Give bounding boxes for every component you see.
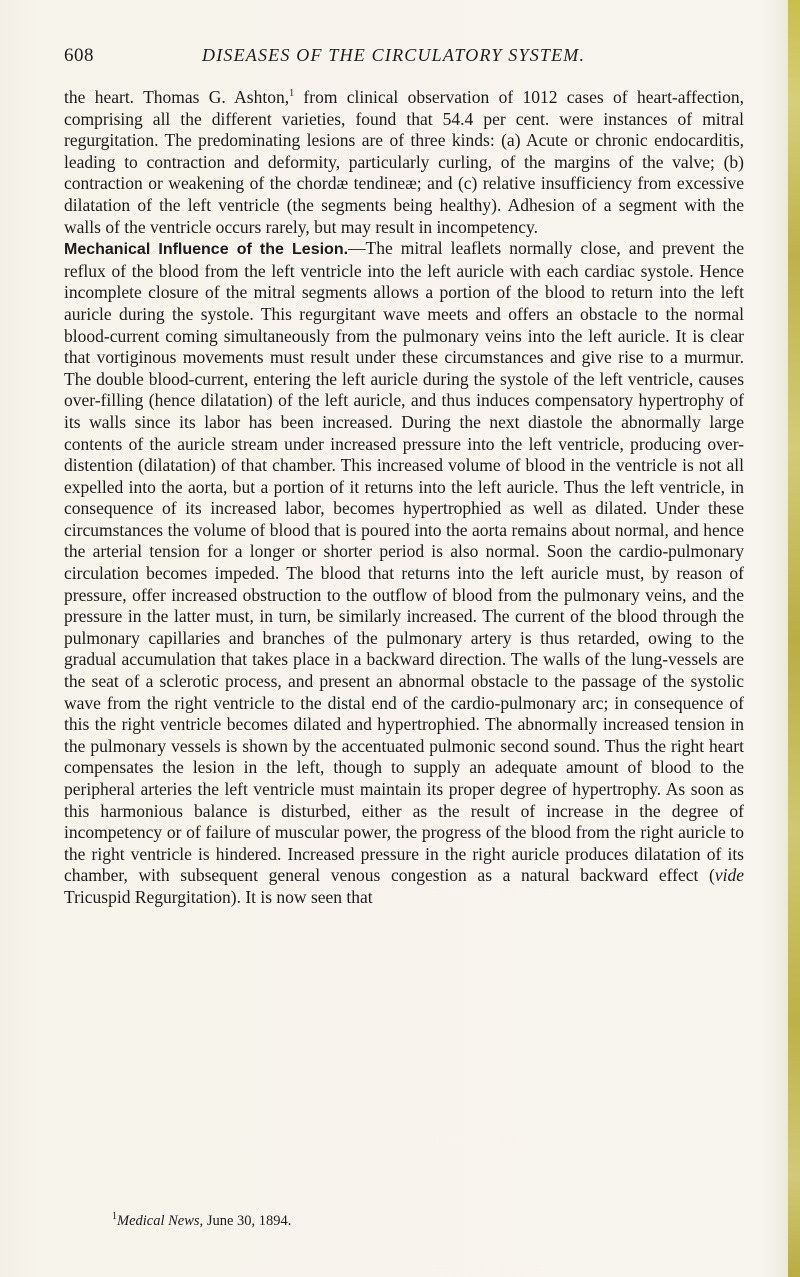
paragraph-1-start: the heart. Thomas G. Ashton, — [64, 87, 290, 107]
page-edge — [788, 0, 800, 1277]
footnote-mark: 1 — [112, 1211, 117, 1223]
page-header — [64, 45, 744, 75]
vide-italic: vide — [714, 865, 744, 886]
running-title: DISEASES OF THE CIRCULATORY SYSTEM. — [202, 45, 586, 65]
paragraph-1-rest: from clinical observation of 1012 cases of heart-affection, comprising all the different varieties, found that 54.4 per cent. were instances of mitral regurgitation. The predominating lesions are of three kinds: (a) Acute or chronic endocarditis, leading to contraction and deformity, particularly curling, of the margins of the valve; (b) contraction or weakening of the chordæ tendineæ; and (c) relative insufficiency from excessive dilatation of the left ventricle (the segments being healthy). Adhesion of a segment with the walls of the ventricle occurs rarely, but may result in incompetency. — [64, 87, 744, 237]
footnote-date: June 30, 1894. — [203, 1213, 292, 1229]
page-number: 608 — [64, 45, 94, 66]
paragraph-2-end: Tricuspid Regurgitation). It is now seen that — [64, 886, 373, 907]
footnote-source: Medical News, — [117, 1213, 204, 1229]
footnote-reference: 1 — [289, 88, 295, 100]
paragraph-2-text: —The mitral leaflets normally close, and prevent the reflux of the blood from the left ventricle into the left auricle with each cardiac systole. Hence incomplete closure of the mitral segments allows a portion of the blood to return into the left auricle during the systole. This regurgitant wave meets and offers an obstacle to the normal blood-current coming simultaneously from the pulmonary veins into the left auricle. It is clear that vortiginous movements must result under these circumstances and give rise to a murmur. The double blood-current, entering the left auricle during the systole of the left ventricle, causes over-filling (hence dilatation) of the left auricle, and thus induces compensatory hypertrophy of its walls since its labor has been increased. During the next diastole the abnormally large contents of the auricle stream under increased pressure into the left ventricle, producing over-distention (dilatation) of that chamber. This increased volume of blood in the ventricle is not all expelled into the aorta, but a portion of it returns into the left auricle. Thus the left ventricle, in consequence of its increased labor, becomes hypertrophied as well as dilated. Under these circumstances the volume of blood that is poured into the aorta remains about normal, and hence the arterial tension for a longer or shorter period is also normal. Soon the cardio-pulmonary circulation becomes impeded. The blood that returns into the left auricle must, by reason of pressure, offer increased obstruction to the outflow of blood from the pulmonary veins, and the pressure in the latter must, in turn, be similarly increased. The current of the blood through the pulmonary capillaries and branches of the pulmonary artery is thus retarded, owing to the gradual accumulation that takes place in a backward direction. The walls of the lung-vessels are the seat of a sclerotic process, and present an abnormal obstacle to the passage of the systolic wave from the right ventricle to the distal end of the cardio-pulmonary arc; in consequence of this the right ventricle becomes dilated and hypertrophied. The abnormally increased tension in the pulmonary vessels is shown by the accentuated pulmonic second sound. Thus the right heart compensates the lesion in the left, though to supply an adequate amount of blood to the peripheral arteries the left ventricle must maintain its proper degree of hypertrophy. As soon as this harmonious balance is disturbed, either as the result of increase in the degree of incompetency or of failure of muscular power, the progress of the blood from the right auricle to the right ventricle is hindered. Increased pressure in the right auricle produces dilatation of its chamber, with subsequent general venous congestion as a natural backward effect ( — [64, 238, 744, 886]
paragraph-1 — [64, 87, 744, 238]
paragraph-2 — [64, 238, 744, 908]
footnote — [112, 1213, 291, 1230]
section-heading: Mechanical Influence of the Lesion. — [64, 241, 349, 259]
body-text — [64, 87, 744, 909]
